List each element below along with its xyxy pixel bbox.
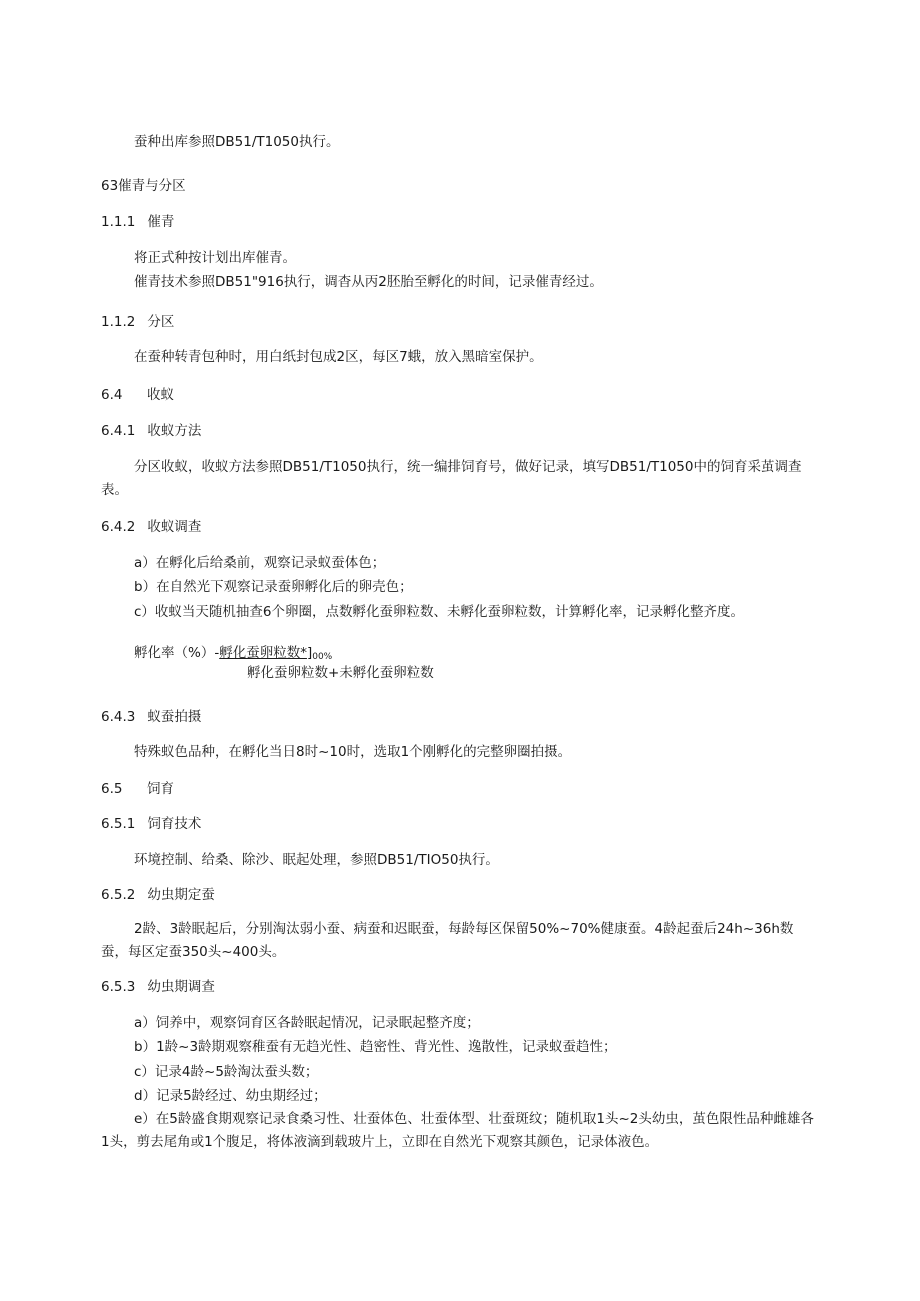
heading-number: 6.4.3 xyxy=(101,709,136,725)
paragraph: 分区收蚁，收蚁方法参照DB51/T1050执行，统一编排饲育号，做好记录，填写DB51/T1050中的饲育采茧调查表。 xyxy=(101,459,802,498)
list-item: a）在孵化后给桑前，观察记录蚁蚕体色； xyxy=(134,555,386,571)
heading-number: 6.5.1 xyxy=(101,816,136,832)
subsection-heading xyxy=(101,978,215,996)
heading-number: 6.5.2 xyxy=(101,887,136,903)
heading-title: 蚁蚕拍摄 xyxy=(147,709,202,725)
text-line: 在蚕种转青包种时，用白纸封包成2区，每区7蛾，放入黑暗室保护。 xyxy=(134,349,543,365)
subsection-heading xyxy=(101,422,201,440)
heading-title: 催青 xyxy=(147,214,175,230)
heading-number: 6.5.3 xyxy=(101,979,136,995)
text-line: 环境控制、给桑、除沙、眠起处理，参照DB51∕TIO50执行。 xyxy=(134,852,499,868)
formula-tail: ] xyxy=(306,645,313,661)
heading-number: 6.5 xyxy=(101,781,123,797)
formula-left: 孵化率（%）- xyxy=(134,645,220,661)
list-item: d）记录5龄经过、幼虫期经过； xyxy=(134,1088,327,1104)
heading-title: 幼虫期定蚕 xyxy=(147,887,215,903)
heading-number: 6.4.1 xyxy=(101,423,136,439)
heading-number: 6.4.2 xyxy=(101,519,136,535)
subsection-heading xyxy=(101,518,201,536)
list-item: c）收蚁当天随机抽查6个卵圈，点数孵化蚕卵粒数、未孵化蚕卵粒数，计算孵化率，记录孵化整齐度。 xyxy=(134,604,745,620)
subsection-heading xyxy=(101,815,201,833)
heading-number: 1.1.1 xyxy=(101,214,136,230)
heading-number: 6.4 xyxy=(101,387,123,403)
list-item: e）在5龄盛食期观察记录食桑习性、壮蚕体色、壮蚕体型、壮蚕斑纹；随机取1头~2头幼虫，茧色限性品种雌雄各1头，剪去尾角或1个腹足，将体液滴到载玻片上，立即在自然光下观察其颜色，记录体液色。 xyxy=(101,1111,814,1150)
heading-title: 饲育技术 xyxy=(147,816,202,832)
heading-title: 收蚁调查 xyxy=(147,519,202,535)
subsection-heading xyxy=(101,708,201,726)
heading-title: 分区 xyxy=(147,314,175,330)
heading-title: 收蚁方法 xyxy=(147,423,202,439)
subsection-heading xyxy=(101,213,174,231)
list-item: b）在自然光下观察记录蚕卵孵化后的卵壳色； xyxy=(134,579,413,595)
formula-denominator: 孵化蚕卵粒数+未孵化蚕卵粒数 xyxy=(247,665,434,681)
section-heading xyxy=(101,780,174,798)
heading-title: 收蚁 xyxy=(147,387,174,403)
list-item: b）1龄~3龄期观察稚蚕有无趋光性、趋密性、背光性、逸散性，记录蚁蚕趋性； xyxy=(134,1039,617,1055)
section-heading xyxy=(101,386,174,404)
paragraph: 2龄、3龄眠起后，分别淘汰弱小蚕、病蚕和迟眠蚕，每龄每区保留50%~70%健康蚕。4龄起蚕后24h~36h数蚕，每区定蚕350头~400头。 xyxy=(101,921,794,960)
formula-numerator: 孵化蚕卵粒数* xyxy=(219,645,307,661)
formula-numerator-line xyxy=(134,641,332,662)
text-line: 特殊蚁色品种，在孵化当日8时~10时，选取1个刚孵化的完整卵圈拍摄。 xyxy=(134,744,572,760)
heading-title: 幼虫期调查 xyxy=(147,979,215,995)
text-line: 催青技术参照DB51"916执行，调杳从丙2胚胎至孵化的时间，记录催青经过。 xyxy=(134,274,603,290)
list-item: a）饲养中，观察饲育区各龄眠起情况，记录眠起整齐度； xyxy=(134,1015,480,1031)
text-line: 将正式种按计划出库催青。 xyxy=(134,250,296,266)
heading-title: 饲育 xyxy=(147,781,174,797)
list-item: c）记录4龄~5龄淘汰蚕头数； xyxy=(134,1064,319,1080)
heading-number: 1.1.2 xyxy=(101,314,136,330)
subsection-heading xyxy=(101,313,174,331)
subsection-heading xyxy=(101,886,215,904)
formula-subscript: 00% xyxy=(312,652,333,662)
text-line: 蚕种出库参照DB51/T1050执行。 xyxy=(134,134,340,150)
section-heading: 63催青与分区 xyxy=(101,178,186,194)
